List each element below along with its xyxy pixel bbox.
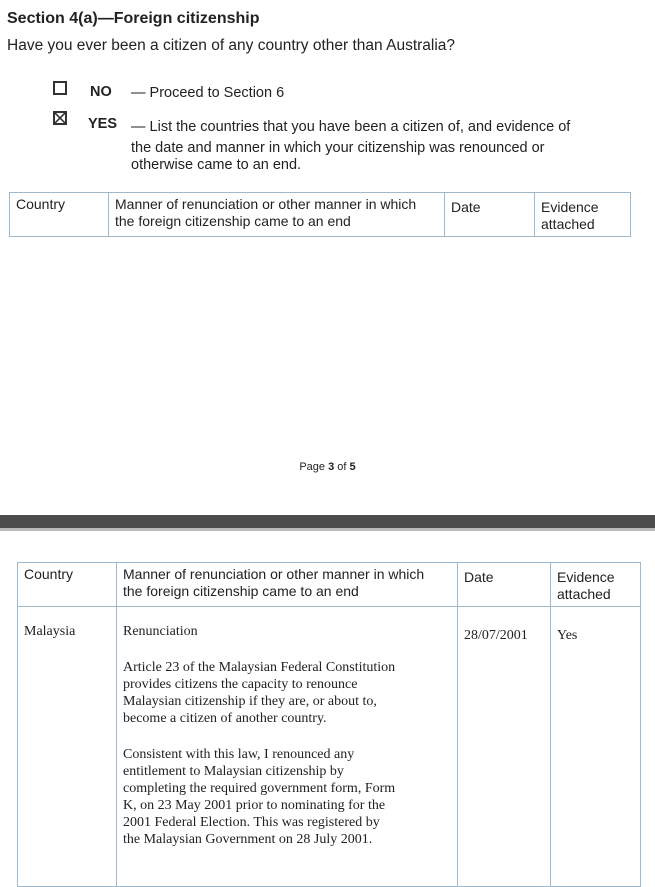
attachment-header-manner-line1: Manner of renunciation or other manner in which bbox=[123, 566, 425, 582]
paragraph1-line: provides citizens the capacity to renounce bbox=[123, 677, 358, 692]
paragraph2-line: the Malaysian Government on 28 July 2001. bbox=[123, 832, 373, 847]
no-label: NO bbox=[90, 84, 112, 100]
paragraph1-line: become a citizen of another country. bbox=[123, 711, 327, 726]
paragraph2-line: Consistent with this law, I renounced any bbox=[123, 747, 355, 762]
cross-mark-icon bbox=[55, 113, 65, 123]
row-date: 28/07/2001 bbox=[458, 607, 551, 887]
header-evidence-line2: attached bbox=[541, 216, 595, 232]
row-country: Malaysia bbox=[18, 607, 117, 887]
table-row bbox=[18, 607, 641, 887]
attachment-header-evidence bbox=[551, 563, 641, 607]
attachment-header-manner bbox=[117, 563, 458, 607]
row-manner-title: Renunciation bbox=[123, 624, 198, 639]
form-citizenship-table bbox=[9, 192, 631, 237]
paragraph1-line: Malaysian citizenship if they are, or about to, bbox=[123, 694, 377, 709]
header-date: Date bbox=[445, 193, 535, 237]
attachment-header-row bbox=[18, 563, 641, 607]
yes-checkbox[interactable] bbox=[53, 111, 67, 125]
paragraph2-line: entitlement to Malaysian citizenship by bbox=[123, 764, 344, 779]
no-checkbox[interactable] bbox=[53, 81, 67, 95]
paragraph2-line: K, on 23 May 2001 prior to nominating for the bbox=[123, 798, 386, 813]
row-manner-paragraph2 bbox=[123, 746, 451, 848]
header-evidence-line1: Evidence bbox=[541, 199, 599, 215]
paragraph2-line: 2001 Federal Election. This was registered by bbox=[123, 815, 380, 830]
header-manner-line1: Manner of renunciation or other manner in which bbox=[115, 196, 417, 212]
paragraph1-line: Article 23 of the Malaysian Federal Constitution bbox=[123, 660, 396, 675]
header-country: Country bbox=[10, 193, 109, 237]
row-manner bbox=[117, 607, 458, 887]
paragraph2-line: completing the required government form, Form bbox=[123, 781, 396, 796]
citizenship-question: Have you ever been a citizen of any country other than Australia? bbox=[7, 37, 456, 54]
no-instruction: — Proceed to Section 6 bbox=[131, 85, 285, 101]
attachment-header-evidence-line1: Evidence bbox=[557, 569, 615, 585]
page-divider-shadow bbox=[0, 528, 655, 531]
page-number: Page 3 of 5 bbox=[299, 461, 356, 473]
page-divider bbox=[0, 515, 655, 528]
header-evidence bbox=[535, 193, 631, 237]
section-heading: Section 4(a)—Foreign citizenship bbox=[7, 10, 260, 27]
yes-instruction-line3: otherwise came to an end. bbox=[131, 157, 302, 173]
yes-instruction-line2: the date and manner in which your citizenship was renounced or bbox=[131, 140, 545, 156]
attachment-header-manner-line2: the foreign citizenship came to an end bbox=[123, 583, 359, 599]
header-manner bbox=[109, 193, 445, 237]
table-header-row bbox=[10, 193, 631, 237]
attachment-header-country: Country bbox=[18, 563, 117, 607]
yes-label: YES bbox=[88, 116, 118, 132]
header-manner-line2: the foreign citizenship came to an end bbox=[115, 213, 351, 229]
attachment-header-evidence-line2: attached bbox=[557, 586, 611, 602]
row-evidence: Yes bbox=[551, 607, 641, 887]
yes-instruction-line1: — List the countries that you have been a citizen of, and evidence of bbox=[131, 119, 571, 135]
row-manner-paragraph1 bbox=[123, 659, 451, 727]
attachment-header-date: Date bbox=[458, 563, 551, 607]
attachment-citizenship-table bbox=[17, 562, 641, 887]
